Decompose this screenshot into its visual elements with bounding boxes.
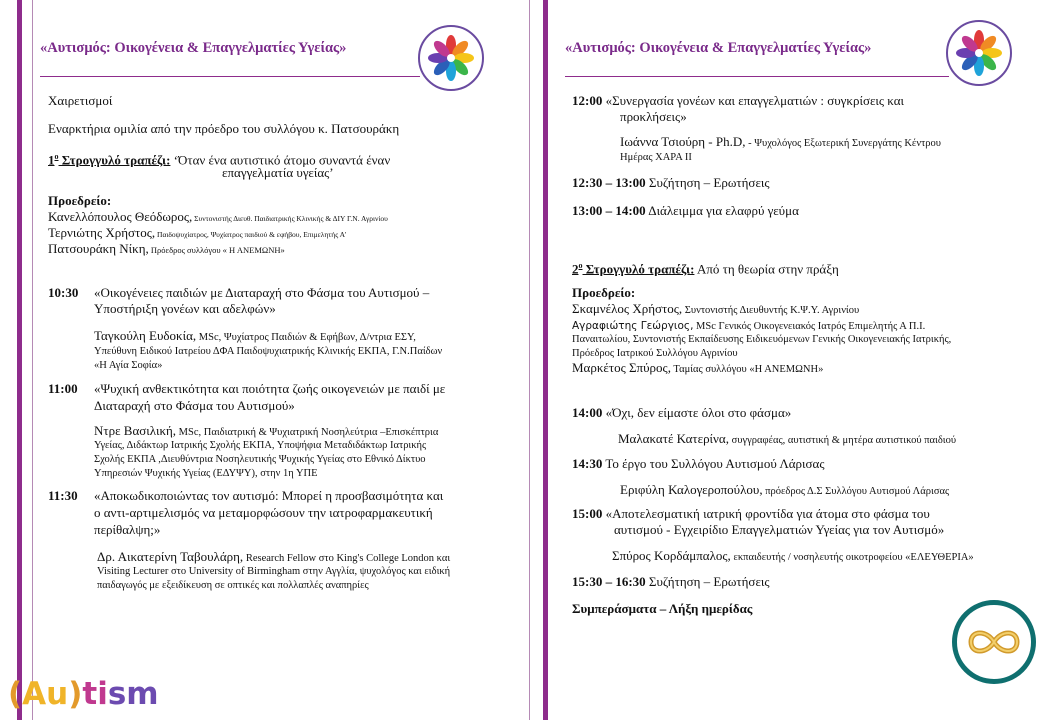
left-border-thin: [32, 0, 33, 720]
round1-label: Στρογγυλό τραπέζι:: [58, 152, 171, 168]
presidium-label-right: Προεδρείο:: [572, 285, 636, 300]
left-border-thick: [17, 0, 22, 720]
presidium-name: Τερνιώτης Χρήστος,: [48, 225, 156, 240]
talk-title-line: «Αποκωδικοποιώντας τον αυτισμό: Μπορεί η προσβασιμότητα και: [94, 488, 444, 503]
infinity-logo: [952, 600, 1036, 684]
talk-time: 12:00: [572, 93, 603, 108]
speaker-info: Υγείας, Διδάκτωρ Ιατρικής Σχολής ΕΚΠΑ, Υποψήφια Μεταδιδάκτωρ Ιατρικής: [94, 440, 427, 451]
logo-part: ): [68, 676, 83, 712]
presidium-role: MSc Γενικός Οικογενειακός Ιατρός Επιμελητής Α Π.Ι.: [693, 321, 926, 332]
speaker-name: Ταγκούλη Ευδοκία,: [94, 328, 197, 343]
left-header-rule: [40, 76, 420, 77]
speaker-info: Research Fellow στο King's College London και: [243, 553, 451, 564]
talk-title: Διάλειμμα για ελαφρύ γεύμα: [645, 203, 799, 218]
logo-part: sm: [107, 676, 159, 712]
presidium-name: Πατσουράκη Νίκη,: [48, 241, 149, 256]
presidium-role: Παναιτωλίου, Συντονιστής Εκπαίδευσης Ειδικευόμενων Γενικής Οικογενειακής Ιατρικής,: [572, 334, 952, 345]
talk-title: «Συνεργασία γονέων και επαγγελματιών : συγκρίσεις και: [602, 93, 905, 108]
presidium-role: Ταμίας συλλόγου «Η ΑΝΕΜΩΝΗ»: [670, 364, 824, 375]
logo-part: Au: [22, 676, 69, 712]
speaker-info: πρόεδρος Δ.Σ Συλλόγου Αυτισμού Λάρισας: [762, 486, 950, 497]
talk-title-line: Υποστήριξη γονέων και αδελφών»: [94, 301, 276, 316]
left-flower-logo: [418, 25, 484, 91]
talk-title-line: αυτισμού - Εγχειρίδιο Επαγγελματιών Υγείας για τον Αυτισμό»: [614, 522, 945, 537]
round2-num: 2: [572, 261, 579, 277]
talk-title-line: [572, 456, 825, 472]
speaker-info: Visiting Lecturer στο University of Birmingham στην Αγγλία, ψυχολόγος και ειδική: [97, 566, 451, 577]
speaker-info: συγγραφέας, αυτιστική & μητέρα αυτιστικού παιδιού: [729, 435, 957, 446]
speaker-name: Ιωάννα Τσιούρη - Ph.D,: [620, 134, 746, 149]
talk-time: 14:30: [572, 456, 603, 471]
closing-line: Συμπεράσματα – Λήξη ημερίδας: [572, 601, 753, 616]
talk-title-line: «Ψυχική ανθεκτικότητα και ποιότητα ζωής οικογενειών με παιδί με: [94, 381, 446, 396]
speaker-name: Εριφύλη Καλογεροπούλου,: [620, 482, 763, 497]
talk-title-line: [572, 405, 791, 421]
presidium-name: Μαρκέτος Σπύρος,: [572, 360, 671, 375]
center-border-thin: [529, 0, 530, 720]
round1-heading: [48, 149, 390, 168]
talk-time: 15:00: [572, 506, 603, 521]
speaker-info: Ημέρας ΧΑΡΑ ΙΙ: [620, 152, 692, 163]
presidium-member: [572, 301, 859, 319]
speaker-info: εκπαιδευτής / νοσηλευτής οικοτροφείου «ΕΛΕΥΘΕΡΙΑ»: [730, 552, 974, 563]
talk-speaker-line: [620, 482, 949, 500]
speaker-name: Δρ. Αικατερίνη Ταβουλάρη,: [97, 549, 244, 564]
round2-topic: Από τη θεωρία στην πράξη: [694, 261, 839, 277]
talk-title: Συζήτηση – Ερωτήσεις: [645, 175, 770, 190]
talk-title: Το έργο του Συλλόγου Αυτισμού Λάρισας: [602, 456, 825, 471]
presidium-role: Συντονιστής Διευθ. Παιδιατρικής Κλινικής & ΔΙΥ Γ.Ν. Αγρινίου: [192, 214, 388, 223]
presidium-name: Σκαμνέλος Χρήστος,: [572, 301, 683, 316]
round2-label: Στρογγυλό τραπέζι:: [582, 261, 695, 277]
talk-title-line: [572, 506, 930, 522]
center-border-thick: [543, 0, 548, 720]
talk-title-line: περίθαλψη;»: [94, 522, 161, 537]
talk-title-line: προκλήσεις»: [620, 109, 687, 124]
round1-num: 1: [48, 152, 55, 168]
talk-title-line: Διαταραχή στο Φάσμα του Αυτισμού»: [94, 398, 295, 413]
speaker-info: MSc, Ψυχίατρος Παιδιών & Εφήβων, Δ/ντρια ΕΣΥ,: [196, 332, 416, 343]
talk-title-line: [572, 93, 904, 109]
speaker-info: Υπηρεσιών Ψυχικής Υγείας (ΕΔΥΨΥ), στην 1η ΥΠΕ: [94, 468, 318, 479]
speaker-info: «Η Αγία Σοφία»: [94, 360, 163, 371]
talk-title-line: ο αντι-αρτιμελισμός να μεταμορφώσουν την ιατροφαρμακευτική: [94, 505, 433, 520]
talk-time: 14:00: [572, 405, 603, 420]
speaker-name: Ντρε Βασιλική,: [94, 423, 177, 438]
talk-time: 11:30: [48, 488, 78, 503]
opening-speech: Εναρκτήρια ομιλία από την πρόεδρο του συλλόγου κ. Πατσουράκη: [48, 121, 400, 136]
right-flower-logo: [946, 20, 1012, 86]
autism-logo: [8, 676, 159, 712]
speaker-info: Υπεύθυνη Ειδικού Ιατρείου ΔΦΑ Παιδοψυχιατρικής Κλινικής ΕΚΠΑ, Γ.Ν.Παίδων: [94, 346, 443, 357]
presidium-name: Αγραφιώτης Γεώργιος,: [572, 320, 694, 332]
presidium-label-left: Προεδρείο:: [48, 193, 112, 208]
speaker-info: - Ψυχολόγος Εξωτερική Συνεργάτης Κέντρου: [745, 138, 941, 149]
talk-title: «Όχι, δεν είμαστε όλοι στο φάσμα»: [602, 405, 792, 420]
round2-sup: ο: [578, 261, 583, 270]
speaker-info: MSc, Παιδιατρική & Ψυχιατρική Νοσηλεύτρια –Επισκέπτρια: [176, 427, 439, 438]
presidium-member: [572, 360, 823, 378]
talk-time: 12:30 – 13:00: [572, 175, 646, 190]
talk-time: 10:30: [48, 285, 79, 300]
flower-icon: [424, 31, 478, 85]
talk-time: 11:00: [48, 381, 78, 396]
left-header-title: «Αυτισμός: Οικογένεια & Επαγγελματίες Υγείας»: [40, 40, 347, 56]
presidium-name: Κανελλόπουλος Θεόδωρος,: [48, 209, 193, 224]
presidium-role: Συντονιστής Διευθυντής Κ.Ψ.Υ. Αγρινίου: [682, 305, 860, 316]
speaker-name: Σπύρος Κορδάμπαλος,: [612, 548, 731, 563]
speaker-info: Σχολής ΕΚΠΑ ,Διευθύντρια Νοσηλευτικής Ψυχικής Υγείας στο Εθνικό Δίκτυο: [94, 454, 426, 465]
right-header-title: «Αυτισμός: Οικογένεια & Επαγγελματίες Υγείας»: [565, 40, 872, 56]
greeting: Χαιρετισμοί: [48, 93, 113, 108]
round2-heading: [572, 258, 839, 277]
flower-icon: [952, 26, 1006, 80]
talk-title: «Αποτελεσματική ιατρική φροντίδα για άτομα στο φάσμα του: [602, 506, 930, 521]
logo-part: (: [8, 676, 23, 712]
speaker-info: παιδαγωγός με εξειδίκευση σε οπτικές και πολλαπλές αναπηρίες: [97, 580, 369, 591]
infinity-icon: [957, 605, 1031, 679]
speaker-name: Μαλακατέ Κατερίνα,: [618, 431, 729, 446]
presidium-member: [48, 241, 285, 258]
right-header-rule: [565, 76, 949, 77]
logo-part: ti: [82, 676, 108, 712]
round1-topic-1: ‘Όταν ένα αυτιστικό άτομο συναντά έναν: [170, 152, 391, 168]
presidium-role: Πρόεδρος συλλόγου « Η ΑΝΕΜΩΝΗ»: [148, 245, 285, 255]
talk-title: Συζήτηση – Ερωτήσεις: [645, 574, 770, 589]
talk-speaker-line: [612, 548, 974, 566]
discussion-1230: [572, 175, 770, 191]
presidium-role: Πρόεδρος Ιατρικού Συλλόγου Αγρινίου: [572, 348, 738, 359]
round1-sup: ο: [54, 152, 59, 161]
discussion-1530: [572, 574, 770, 590]
talk-title-line: «Οικογένειες παιδιών με Διαταραχή στο Φάσμα του Αυτισμού –: [94, 285, 430, 300]
talk-speaker-line: [618, 431, 956, 449]
round1-topic-2: επαγγελματία υγείας’: [222, 165, 334, 180]
presidium-role: Παιδοψυχίατρος, Ψυχίατρος παιδιού & εφήβου, Επιμελητής Α': [155, 230, 347, 239]
break-1300: [572, 203, 799, 219]
talk-time: 13:00 – 14:00: [572, 203, 646, 218]
talk-time: 15:30 – 16:30: [572, 574, 646, 589]
